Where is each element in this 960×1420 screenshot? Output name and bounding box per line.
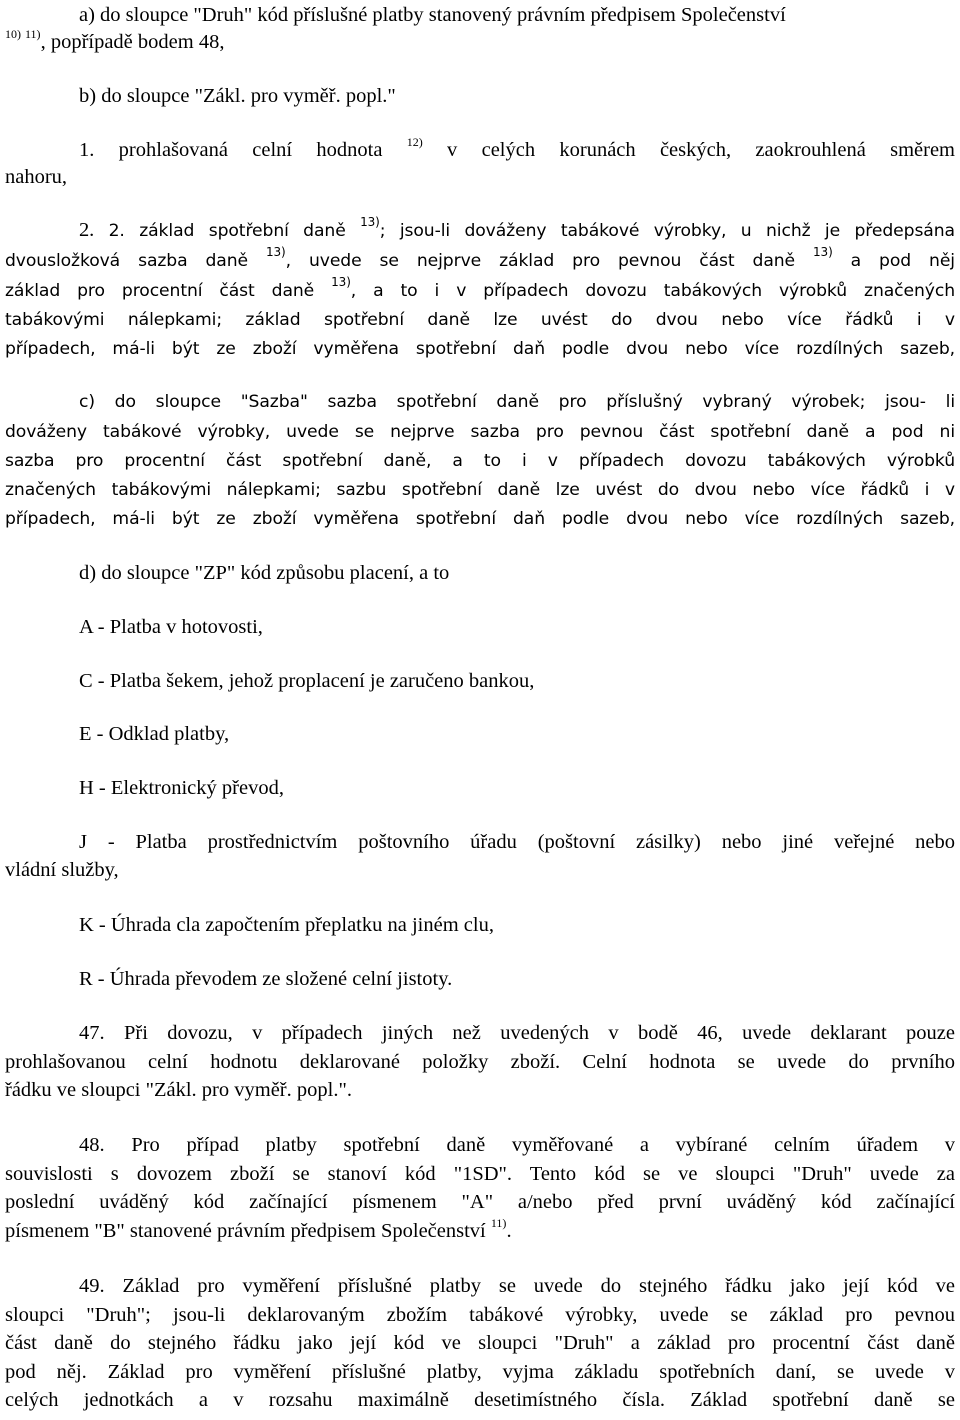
text: ; jsou-li dováženy tabákové výrobky, u nichž je předepsána bbox=[379, 221, 955, 241]
para-49-line-2 bbox=[5, 1303, 955, 1327]
text: 49. Základ pro vyměření příslušné platby se uvede do stejného řádku jako její kód ve bbox=[79, 1275, 955, 1297]
para-48-line-3 bbox=[5, 1190, 955, 1214]
text: pod něj. Základ pro vyměření příslušné platby, vyjma základu spotřebních daní, se uvede v bbox=[5, 1361, 955, 1383]
payment-code-a bbox=[79, 615, 263, 639]
text: celých jednotkách a v rozsahu maximálně desetimístného čísla. Základ spotřební daně se bbox=[5, 1389, 955, 1411]
text: a pod něj bbox=[850, 251, 955, 271]
para-46b2-line-5 bbox=[5, 337, 955, 361]
para-46b-line-1 bbox=[79, 84, 396, 108]
text: dováženy tabákové výrobky, uvede se nejprve sazba pro pevnou část spotřební daně a pod ni bbox=[5, 422, 955, 442]
payment-code-j-line-1 bbox=[79, 830, 955, 854]
para-46d-line-1 bbox=[79, 561, 449, 585]
para-46b1-line-1 bbox=[79, 135, 956, 162]
para-49-line-5 bbox=[5, 1388, 955, 1412]
text: R - Úhrada převodem ze složené celní jistoty. bbox=[79, 968, 453, 990]
para-46c-line-4 bbox=[5, 478, 955, 502]
para-47-line-2 bbox=[5, 1050, 955, 1074]
text: H - Elektronický převod, bbox=[79, 777, 284, 799]
footnote-ref: 10) bbox=[5, 27, 21, 41]
para-49-line-1 bbox=[79, 1274, 955, 1298]
payment-code-c bbox=[79, 669, 534, 693]
para-49-line-3 bbox=[5, 1331, 955, 1355]
para-49-line-4 bbox=[5, 1360, 955, 1384]
payment-code-r bbox=[79, 967, 452, 991]
text: případech, má-li být ze zboží vyměřena spotřební daň podle dvou nebo více rozdílných sazeb, bbox=[5, 509, 955, 529]
text: 1. prohlašovaná celní hodnota bbox=[79, 139, 383, 161]
text: 48. Pro případ platby spotřební daně vyměřované a vybírané celním úřadem v bbox=[79, 1134, 955, 1156]
text: sloupci "Druh"; jsou-li deklarovaným zbožím tabákové výrobky, uvede se základ pro pevnou bbox=[5, 1304, 955, 1326]
text: poslední uváděný kód začínající písmenem "A" a/nebo před první uváděný kód začínající bbox=[5, 1191, 955, 1213]
para-47-line-3 bbox=[5, 1078, 352, 1102]
para-48-line-4 bbox=[5, 1216, 512, 1243]
text: případech, má-li být ze zboží vyměřena spotřební daň podle dvou nebo více rozdílných sazeb, bbox=[5, 339, 955, 359]
para-46b1-line-2 bbox=[5, 165, 67, 189]
para-46b2-line-1: 2. 2. základ spotřební daně $^{13)}$; jsou-li dováženy tabákové výrobky, u nichž je předepsána bbox=[79, 215, 955, 241]
para-46a-line-2 bbox=[5, 27, 225, 56]
para-48-line-1 bbox=[79, 1133, 955, 1157]
footnote-ref: 11) bbox=[490, 1216, 507, 1230]
text: d) do sloupce "ZP" kód způsobu placení, a to bbox=[79, 562, 450, 584]
text: značených tabákovými nálepkami; sazbu spotřební daně lze uvést do dvou nebo více řádků i v bbox=[5, 480, 955, 500]
text: A - Platba v hotovosti, bbox=[79, 616, 263, 638]
footnote-ref: 13) bbox=[331, 275, 351, 289]
para-46c-line-1 bbox=[79, 390, 955, 414]
payment-code-e bbox=[79, 722, 229, 746]
text: základ pro procentní část daně bbox=[5, 281, 315, 301]
text: nahoru, bbox=[5, 166, 68, 188]
payment-code-k bbox=[79, 913, 494, 937]
text: písmenem "B" stanovené právním předpisem Společenství bbox=[5, 1220, 486, 1242]
para-48-line-2 bbox=[5, 1162, 955, 1186]
footnote-ref: 13) bbox=[813, 245, 833, 259]
text: J - Platba prostřednictvím poštovního úřadu (poštovní zásilky) nebo jiné veřejné nebo bbox=[79, 831, 955, 853]
para-46b2-line-2 bbox=[5, 245, 955, 273]
text: 2. základ spotřební daně bbox=[108, 221, 346, 241]
text: , uvede se nejprve základ pro pevnou část daně bbox=[285, 251, 796, 271]
payment-code-h bbox=[79, 776, 284, 800]
text: vládní služby, bbox=[5, 859, 119, 881]
payment-code-j-line-2 bbox=[5, 858, 119, 882]
para-47-line-1 bbox=[79, 1021, 955, 1045]
text: tabákovými nálepkami; základ spotřební daně lze uvést do dvou nebo více řádků i v bbox=[5, 310, 955, 330]
text: C - Platba šekem, jehož proplacení je zaručeno bankou, bbox=[79, 670, 535, 692]
text: , popřípadě bodem 48, bbox=[40, 31, 225, 53]
text: část daně do stejného řádku jako její kód ve sloupci "Druh" a základ pro procentní část daně bbox=[5, 1332, 955, 1354]
text: souvislosti s dovozem zboží se stanoví kód "1SD". Tento kód se ve sloupci "Druh" uvede za bbox=[5, 1163, 955, 1185]
footnote-ref: 12) bbox=[406, 135, 423, 149]
para-46a-line-1 bbox=[79, 3, 786, 27]
text: 47. Při dovozu, v případech jiných než uvedených v bodě 46, uvede deklarant pouze bbox=[79, 1022, 955, 1044]
para-46c-line-5 bbox=[5, 507, 955, 531]
para-46b2-line-4 bbox=[5, 308, 955, 332]
footnote-ref: 13) bbox=[265, 245, 286, 259]
text: a) do sloupce "Druh" kód příslušné platby stanovený právním předpisem Společenství bbox=[79, 4, 786, 26]
text: b) do sloupce "Zákl. pro vyměř. popl." bbox=[79, 85, 396, 107]
text: E - Odklad platby, bbox=[79, 723, 230, 745]
text: řádku ve sloupci "Zákl. pro vyměř. popl.". bbox=[5, 1079, 352, 1101]
text: prohlašovanou celní hodnotu deklarované položky zboží. Celní hodnota se uvede do prvního bbox=[5, 1051, 955, 1073]
footnote-ref: 11) bbox=[25, 27, 41, 41]
text: v celých korunách českých, zaokrouhlená směrem bbox=[447, 139, 956, 161]
para-46b2-line-3 bbox=[5, 275, 955, 303]
text: c) do sloupce "Sazba" sazba spotřební daně pro příslušný vybraný výrobek; jsou- li bbox=[79, 392, 955, 412]
text: sazba pro procentní část spotřební daně, a to i v případech dovozu tabákových výrobků bbox=[5, 451, 955, 471]
text: . bbox=[506, 1220, 512, 1242]
footnote-ref: 13) bbox=[360, 215, 380, 229]
text: , a to i v případech dovozu tabákových výrobků značených bbox=[350, 281, 955, 301]
text: K - Úhrada cla započtením přeplatku na jiném clu, bbox=[79, 914, 494, 936]
text: dvousložková sazba daně bbox=[5, 251, 249, 271]
para-46c-line-3 bbox=[5, 449, 955, 473]
para-46c-line-2 bbox=[5, 420, 955, 444]
